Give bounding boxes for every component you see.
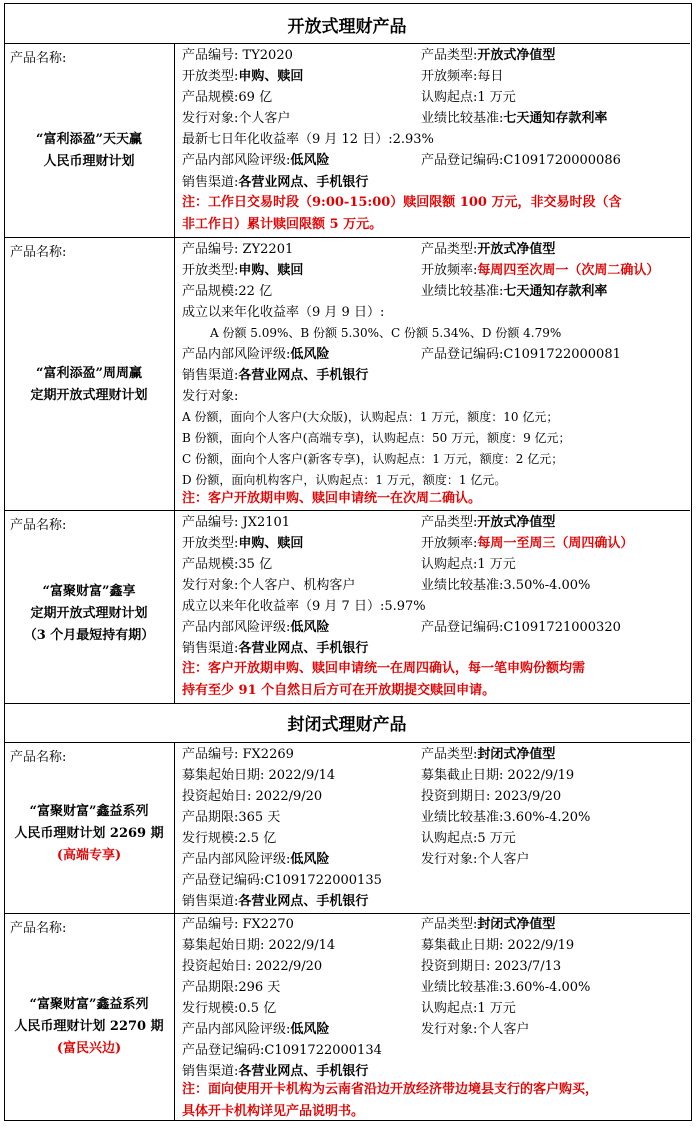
frequency-field: 开放频率:每日 bbox=[421, 69, 504, 84]
target-field: 发行对象:个人客户、机构客户 bbox=[182, 578, 356, 593]
product-name-label: 产品名称: bbox=[10, 518, 67, 533]
yield-field: 成立以来年化收益率（9 月 9 日）: bbox=[182, 305, 385, 320]
product-name-line: 定期开放式理财计划 bbox=[30, 388, 148, 403]
open-type-field: 开放类型:申购、赎回 bbox=[182, 69, 304, 84]
code-field: 产品编号: TY2020 bbox=[182, 48, 293, 63]
risk-field: 产品内部风险评级:低风险 bbox=[182, 1022, 330, 1037]
benchmark-field: 业绩比较基准:七天通知存款利率 bbox=[421, 284, 608, 299]
benchmark-field: 业绩比较基准:七天通知存款利率 bbox=[421, 111, 608, 126]
scale-field: 产品规模:22 亿 bbox=[182, 284, 273, 299]
risk-field: 产品内部风险评级:低风险 bbox=[182, 620, 330, 635]
frequency-field: 开放频率:每周一至周三（周四确认） bbox=[421, 536, 634, 551]
registration-field: 产品登记编码:C1091722000134 bbox=[182, 1043, 382, 1058]
product-name bbox=[8, 801, 170, 867]
target-list-item: A 份额，面向个人客户(大众版)，认购起点：1 万元，额度：10 亿元； bbox=[182, 410, 559, 424]
raise-start-field: 募集起始日期: 2022/9/14 bbox=[182, 938, 336, 953]
code-field: 产品编号: JX2101 bbox=[182, 515, 291, 530]
column-divider bbox=[174, 913, 175, 1120]
min-field: 认购起点:5 万元 bbox=[421, 831, 516, 846]
product-name bbox=[8, 581, 170, 647]
scale-field: 产品规模:69 亿 bbox=[182, 90, 273, 105]
product-name-label: 产品名称: bbox=[10, 245, 67, 260]
yield-field: 成立以来年化收益率（9 月 7 日）:5.97% bbox=[182, 599, 426, 614]
raise-start-field: 募集起始日期: 2022/9/14 bbox=[182, 768, 336, 783]
target-list-item: D 份额，面向机构客户，认购起点：1 万元，额度：1 亿元。 bbox=[182, 473, 507, 487]
code-field: 产品编号: FX2269 bbox=[182, 747, 294, 762]
term-field: 产品期限:365 天 bbox=[182, 810, 281, 825]
registration-field: 产品登记编码:C1091722000135 bbox=[182, 873, 382, 888]
divider bbox=[4, 43, 690, 44]
scale-field: 发行规模:2.5 亿 bbox=[182, 831, 277, 846]
divider bbox=[4, 913, 690, 914]
target-field: 发行对象:个人客户 bbox=[182, 111, 291, 126]
product-name-line: 人民币理财计划 2270 期 bbox=[14, 1019, 164, 1034]
product-name-line: “富聚财富”鑫益系列 bbox=[29, 997, 149, 1012]
divider bbox=[4, 510, 690, 511]
target-list-item: C 份额，面向个人客户(新客专享)，认购起点：1 万元，额度：2 亿元； bbox=[182, 452, 564, 466]
channel-field: 销售渠道:各营业网点、手机银行 bbox=[182, 894, 369, 909]
product-name-note: (富民兴边) bbox=[56, 1041, 122, 1056]
target-list-item: B 份额，面向个人客户(高端专享)，认购起点：50 万元，额度：9 亿元； bbox=[182, 431, 571, 445]
target-field: 发行对象:个人客户 bbox=[421, 852, 530, 867]
product-name-line: “富聚财富”鑫益系列 bbox=[29, 804, 149, 819]
benchmark-field: 业绩比较基准:3.60%-4.20% bbox=[421, 810, 591, 825]
product-name-line: 人民币理财计划 2269 期 bbox=[14, 826, 164, 841]
type-field: 产品类型:封闭式净值型 bbox=[421, 747, 556, 762]
min-field: 认购起点:1 万元 bbox=[421, 1001, 516, 1016]
yield-detail: A 份额 5.09%、B 份额 5.30%、C 份额 5.34%、D 份额 4.79% bbox=[210, 326, 562, 340]
column-divider bbox=[174, 237, 175, 510]
product-name-line: “富利添盈”天天赢 bbox=[36, 132, 142, 147]
product-name bbox=[8, 363, 170, 407]
target-field: 发行对象:个人客户 bbox=[421, 1022, 530, 1037]
type-field: 产品类型:开放式净值型 bbox=[421, 515, 556, 530]
channel-field: 销售渠道:各营业网点、手机银行 bbox=[182, 641, 369, 656]
closed-section-title: 封闭式理财产品 bbox=[287, 715, 407, 735]
column-divider bbox=[174, 742, 175, 913]
min-field: 认购起点:1 万元 bbox=[421, 557, 516, 572]
product-note: 注：面向使用开卡机构为云南省沿边开放经济带边境县支行的客户购买， 具体开卡机构详见产品说明书。 bbox=[182, 1082, 599, 1119]
channel-field: 销售渠道:各营业网点、手机银行 bbox=[182, 368, 369, 383]
column-divider bbox=[174, 43, 175, 237]
registration-field: 产品登记编码:C1091721000320 bbox=[421, 620, 621, 635]
scale-field: 发行规模:0.5 亿 bbox=[182, 1001, 277, 1016]
product-note: 注：客户开放期申购、赎回申请统一在周四确认，每一笔申购份额均需 持有至少 91 个自然日后方可在开放期提交赎回申请。 bbox=[182, 661, 586, 698]
channel-field: 销售渠道:各营业网点、手机银行 bbox=[182, 175, 369, 190]
min-field: 认购起点:1 万元 bbox=[421, 90, 516, 105]
open-type-field: 开放类型:申购、赎回 bbox=[182, 263, 304, 278]
registration-field: 产品登记编码:C1091720000086 bbox=[421, 153, 621, 168]
product-name-line: 定期开放式理财计划 bbox=[30, 606, 148, 621]
product-name-line: “富聚财富”鑫享 bbox=[42, 584, 136, 599]
frequency-field: 开放频率:每周四至次周一（次周二确认） bbox=[421, 263, 660, 278]
benchmark-field: 业绩比较基准:3.50%-4.00% bbox=[421, 578, 591, 593]
divider bbox=[4, 237, 690, 238]
channel-field: 销售渠道:各营业网点、手机银行 bbox=[182, 1064, 369, 1079]
product-note: 注：客户开放期申购、赎回申请统一在次周二确认。 bbox=[182, 491, 482, 506]
product-name bbox=[8, 129, 170, 173]
yield-field: 最新七日年化收益率（9 月 12 日）:2.93% bbox=[182, 132, 434, 147]
product-name-label: 产品名称: bbox=[10, 921, 67, 936]
product-name-line: “富利添盈”周周赢 bbox=[36, 366, 142, 381]
product-name-label: 产品名称: bbox=[10, 750, 67, 765]
divider bbox=[4, 703, 690, 704]
invest-start-field: 投资起始日: 2022/9/20 bbox=[182, 959, 323, 974]
raise-end-field: 募集截止日期: 2022/9/19 bbox=[421, 938, 575, 953]
product-name bbox=[8, 994, 170, 1060]
product-name-label: 产品名称: bbox=[10, 51, 67, 66]
maturity-field: 投资到期日: 2023/9/20 bbox=[421, 789, 562, 804]
product-table bbox=[4, 3, 692, 1123]
risk-field: 产品内部风险评级:低风险 bbox=[182, 153, 330, 168]
invest-start-field: 投资起始日: 2022/9/20 bbox=[182, 789, 323, 804]
target-list-label: 发行对象: bbox=[182, 389, 239, 404]
scale-field: 产品规模:35 亿 bbox=[182, 557, 273, 572]
divider bbox=[4, 742, 690, 743]
maturity-field: 投资到期日: 2023/7/13 bbox=[421, 959, 562, 974]
type-field: 产品类型:开放式净值型 bbox=[421, 48, 556, 63]
product-name-line: 人民币理财计划 bbox=[43, 154, 135, 169]
risk-field: 产品内部风险评级:低风险 bbox=[182, 347, 330, 362]
risk-field: 产品内部风险评级:低风险 bbox=[182, 852, 330, 867]
open-type-field: 开放类型:申购、赎回 bbox=[182, 536, 304, 551]
type-field: 产品类型:开放式净值型 bbox=[421, 242, 556, 257]
raise-end-field: 募集截止日期: 2022/9/19 bbox=[421, 768, 575, 783]
registration-field: 产品登记编码:C1091722000081 bbox=[421, 347, 621, 362]
term-field: 产品期限:296 天 bbox=[182, 980, 281, 995]
benchmark-field: 业绩比较基准:3.60%-4.00% bbox=[421, 980, 591, 995]
column-divider bbox=[174, 510, 175, 703]
code-field: 产品编号: ZY2201 bbox=[182, 242, 294, 257]
product-name-note: (高端专享) bbox=[56, 848, 122, 863]
product-note: 注：工作日交易时段（9:00-15:00）赎回限额 100 万元，非交易时段（含 非工作日）累计赎回限额 5 万元。 bbox=[182, 195, 622, 232]
product-name-line: （3 个月最短持有期） bbox=[23, 628, 155, 643]
open-section-title: 开放式理财产品 bbox=[287, 17, 407, 37]
code-field: 产品编号: FX2270 bbox=[182, 917, 294, 932]
type-field: 产品类型:封闭式净值型 bbox=[421, 917, 556, 932]
